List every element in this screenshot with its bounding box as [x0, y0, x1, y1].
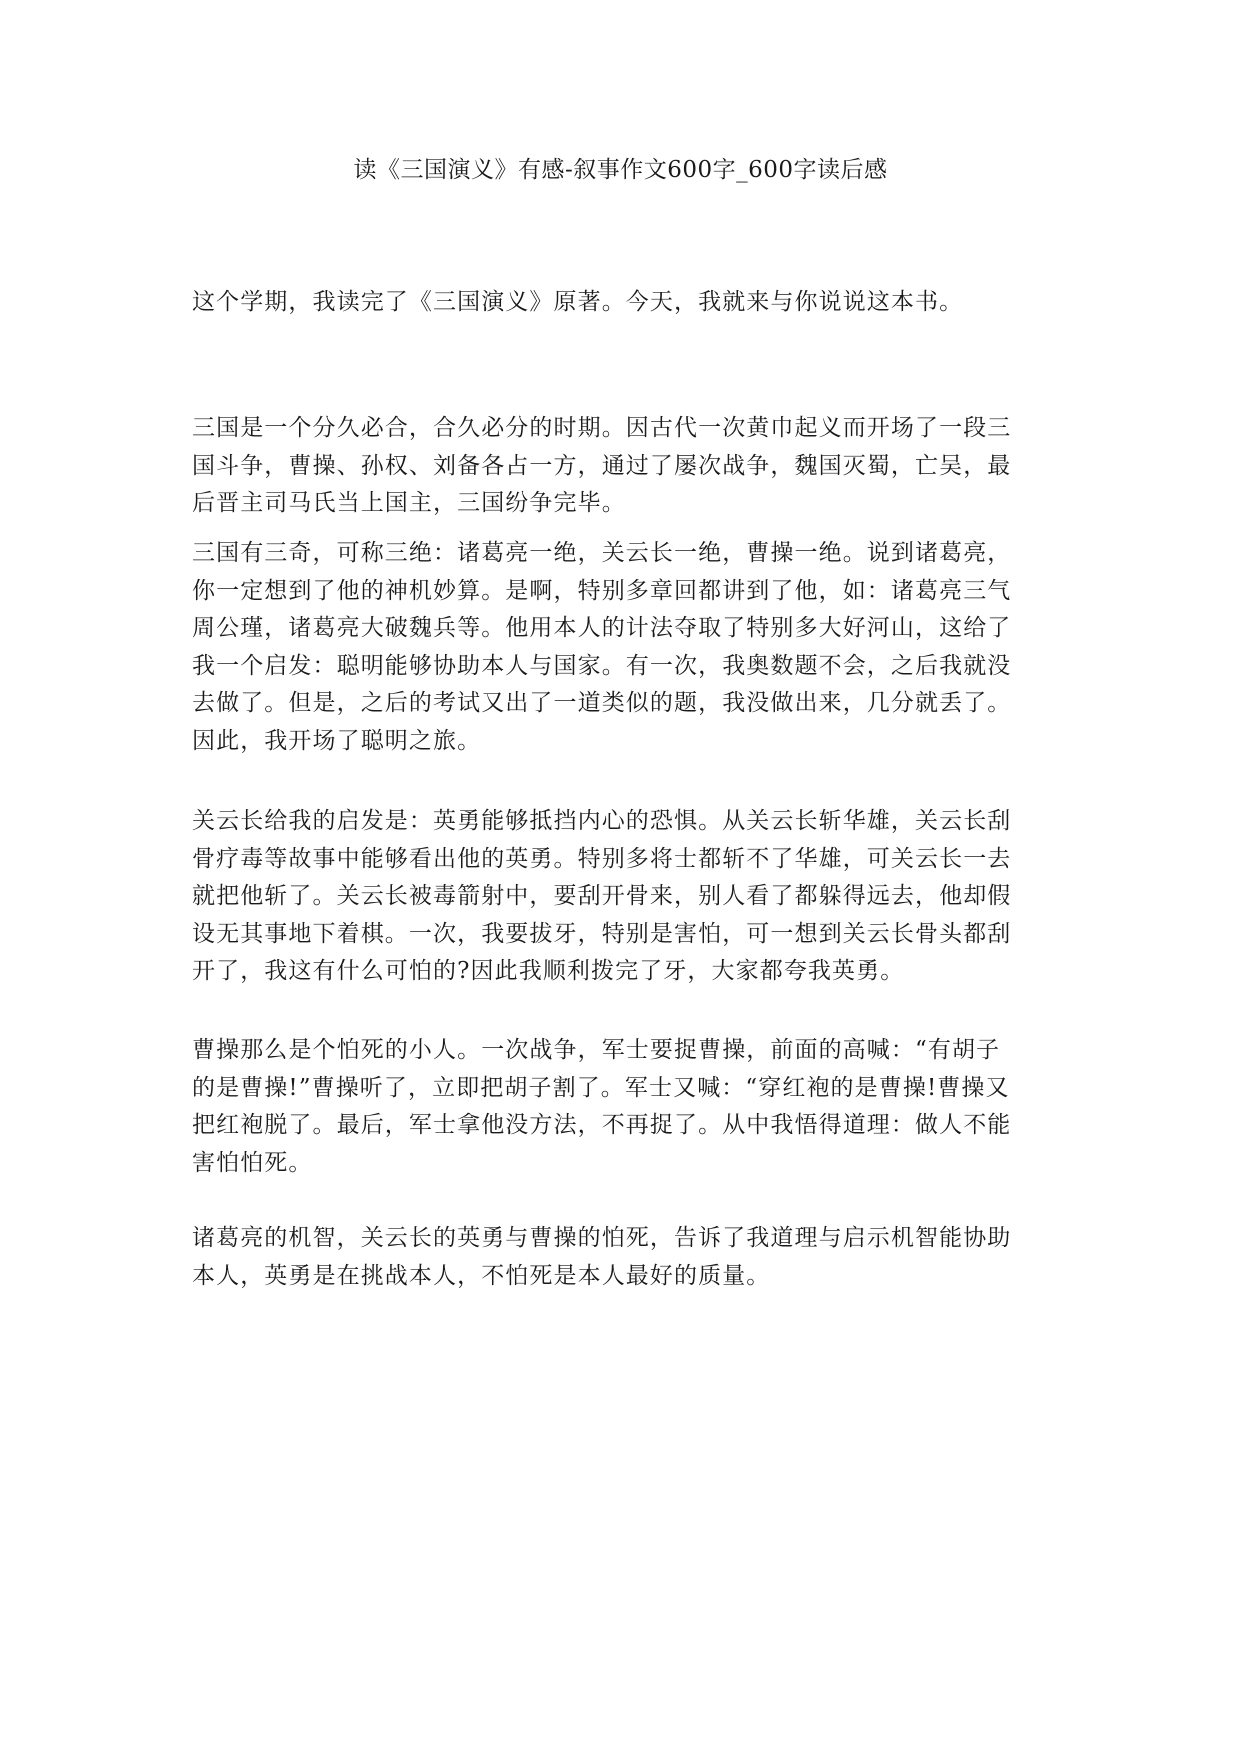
- paragraph-line: 周公瑾，诸葛亮大破魏兵等。他用本人的计法夺取了特别多大好河山，这给了: [192, 615, 1012, 641]
- paragraph-2: [192, 410, 1047, 523]
- paragraph-line: 骨疗毒等故事中能够看出他的英勇。特别多将士都斩不了华雄，可关云长一去: [192, 845, 1012, 872]
- paragraph-line: 三国是一个分久必合，合久必分的时期。因古代一次黄巾起义而开场了一段三: [192, 415, 1012, 441]
- paragraph-line: 关云长给我的启发是：英勇能够抵挡内心的恐惧。从关云长斩华雄，关云长刮: [192, 808, 1012, 834]
- paragraph-5: [192, 1032, 1047, 1182]
- paragraph-line: 后晋主司马氏当上国主，三国纷争完毕。: [192, 490, 626, 516]
- paragraph-line: 这个学期，我读完了《三国演义》原著。今天，我就来与你说说这本书。: [192, 289, 964, 315]
- paragraph-line: 的是曹操!”曹操听了，立即把胡子割了。军士又喊：“穿红袍的是曹操!曹操又: [192, 1074, 1010, 1101]
- paragraph-line: 害怕怕死。: [192, 1149, 313, 1176]
- paragraph-4: [192, 803, 1047, 991]
- paragraph-line: 去做了。但是，之后的考试又出了一道类似的题，我没做出来，几分就丢了。: [192, 690, 1012, 716]
- paragraph-line: 国斗争，曹操、孙权、刘备各占一方，通过了屡次战争，魏国灭蜀，亡吴，最: [192, 452, 1012, 479]
- paragraph-line: 就把他斩了。关云长被毒箭射中，要刮开骨来，别人看了都躲得远去，他却假: [192, 883, 1012, 909]
- paragraph-line: 本人，英勇是在挑战本人，不怕死是本人最好的质量。: [192, 1262, 771, 1289]
- paragraph-line: 把红袍脱了。最后，军士拿他没方法，不再捉了。从中我悟得道理：做人不能: [192, 1112, 1012, 1138]
- paragraph-line: 诸葛亮的机智，关云长的英勇与曹操的怕死，告诉了我道理与启示机智能协助: [192, 1225, 1012, 1251]
- paragraph-3: [192, 535, 1047, 760]
- paragraph-line: 设无其事地下着棋。一次，我要拔牙，特别是害怕，可一想到关云长骨头都刮: [192, 920, 1012, 947]
- paragraph-1: [192, 284, 1047, 322]
- paragraph-line: 你一定想到了他的神机妙算。是啊，特别多章回都讲到了他，如：诸葛亮三气: [192, 577, 1012, 604]
- paragraph-line: 曹操那么是个怕死的小人。一次战争，军士要捉曹操，前面的高喊：“有胡子: [192, 1037, 1001, 1063]
- paragraph-line: 三国有三奇，可称三绝：诸葛亮一绝，关云长一绝，曹操一绝。说到诸葛亮，: [192, 540, 1012, 566]
- document-title: 读《三国演义》有感-叙事作文600字_600字读后感: [353, 157, 888, 183]
- paragraph-line: 因此，我开场了聪明之旅。: [192, 727, 482, 754]
- paragraph-6: [192, 1220, 1047, 1295]
- paragraph-line: 开了，我这有什么可怕的?因此我顺利拨完了牙，大家都夸我英勇。: [192, 958, 905, 984]
- paragraph-line: 我一个启发：聪明能够协助本人与国家。有一次，我奥数题不会，之后我就没: [192, 652, 1012, 679]
